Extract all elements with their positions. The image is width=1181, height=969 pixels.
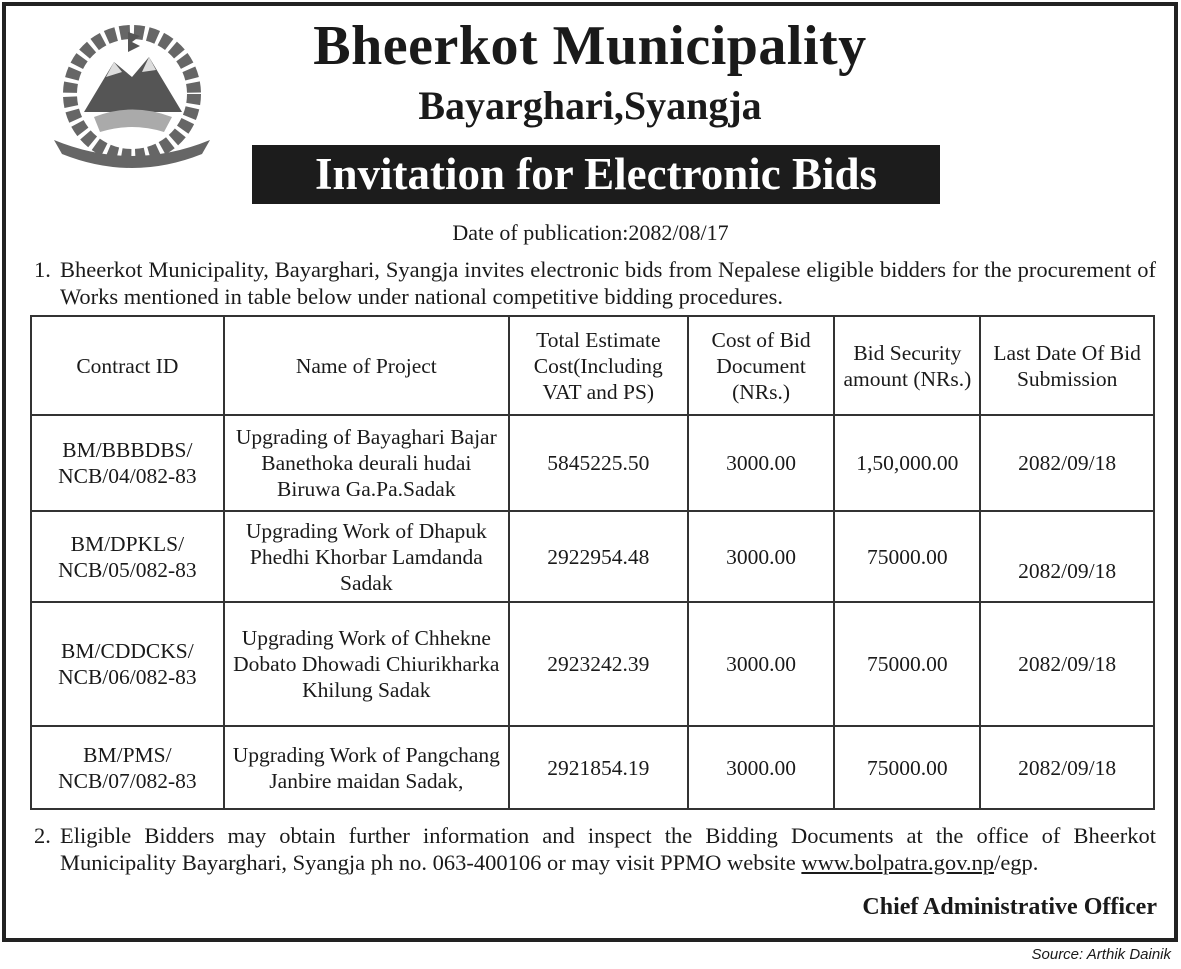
contract-id: BM/DPKLS/ NCB/05/082-83 [31, 511, 224, 602]
notice-banner: Invitation for Electronic Bids [252, 145, 940, 204]
bid-document-cost: 3000.00 [688, 602, 835, 726]
contract-id: BM/CDDCKS/ NCB/06/082-83 [31, 602, 224, 726]
bid-security: 75000.00 [834, 602, 980, 726]
last-date: 2082/09/18 [980, 602, 1154, 726]
project-name: Upgrading Work of Pangchang Janbire maidan Sadak, [224, 726, 509, 809]
contract-id: BM/BBBDBS/ NCB/04/082-83 [31, 415, 224, 511]
column-header: Last Date Of Bid Submission [980, 316, 1154, 415]
bid-document-cost: 3000.00 [688, 511, 835, 602]
paragraph-text-after: /egp. [994, 850, 1039, 875]
publication-date: Date of publication:2082/08/17 [452, 220, 729, 245]
last-date: 2082/09/18 [980, 415, 1154, 511]
paragraph-number: 1. [34, 257, 51, 282]
paragraph-text [34, 822, 1156, 876]
column-header: Name of Project [224, 316, 509, 415]
estimate-cost: 2921854.19 [509, 726, 688, 809]
bid-document-cost: 3000.00 [688, 415, 835, 511]
project-name: Upgrading of Bayaghari Bajar Banethoka deurali hudai Biruwa Ga.Pa.Sadak [224, 415, 509, 511]
paragraph-text: Bheerkot Municipality, Bayarghari, Syangja invites electronic bids from Nepalese eligible bidders for the procurement of Works mentioned in table below under national competitive bidding procedures. [60, 257, 1156, 309]
table-row [31, 726, 1154, 809]
signature: Chief Administrative Officer [862, 894, 1157, 920]
table-row [31, 415, 1154, 511]
paragraph-number: 2. [34, 823, 51, 848]
table-row [31, 602, 1154, 726]
column-header: Bid Security amount (NRs.) [834, 316, 980, 415]
estimate-cost: 2922954.48 [509, 511, 688, 602]
page-title: Bheerkot Municipality [313, 15, 867, 77]
column-header: Contract ID [31, 316, 224, 415]
column-header: Cost of Bid Document (NRs.) [688, 316, 835, 415]
bid-security: 75000.00 [834, 726, 980, 809]
paragraph-text-before: Eligible Bidders may obtain further information and inspect the Bidding Documents at the office of Bheerkot Municipality Bayarghari, Syangja ph no. 063-400106 or may visit PPMO website [60, 823, 1156, 875]
estimate-cost: 2923242.39 [509, 602, 688, 726]
bid-security: 75000.00 [834, 511, 980, 602]
project-name: Upgrading Work of Dhapuk Phedhi Khorbar Lamdanda Sadak [224, 511, 509, 602]
paragraph-1 [34, 256, 1156, 310]
bid-document-cost: 3000.00 [688, 726, 835, 809]
estimate-cost: 5845225.50 [509, 415, 688, 511]
column-header: Total Estimate Cost(Including VAT and PS) [509, 316, 688, 415]
bids-table [30, 315, 1155, 810]
table-row [31, 511, 1154, 602]
last-date: 2082/09/18 [980, 511, 1154, 602]
project-name: Upgrading Work of Chhekne Dobato Dhowadi Chiurikharka Khilung Sadak [224, 602, 509, 726]
last-date: 2082/09/18 [980, 726, 1154, 809]
source-credit: Source: Arthik Dainik [1031, 946, 1171, 963]
page-subtitle: Bayarghari,Syangja [418, 83, 762, 128]
table-header-row [31, 316, 1154, 415]
paragraph-2 [34, 822, 1156, 876]
contract-id: BM/PMS/ NCB/07/082-83 [31, 726, 224, 809]
bid-security: 1,50,000.00 [834, 415, 980, 511]
nepal-emblem-icon [44, 22, 220, 172]
ppmo-website-link[interactable]: www.bolpatra.gov.np [801, 850, 995, 875]
